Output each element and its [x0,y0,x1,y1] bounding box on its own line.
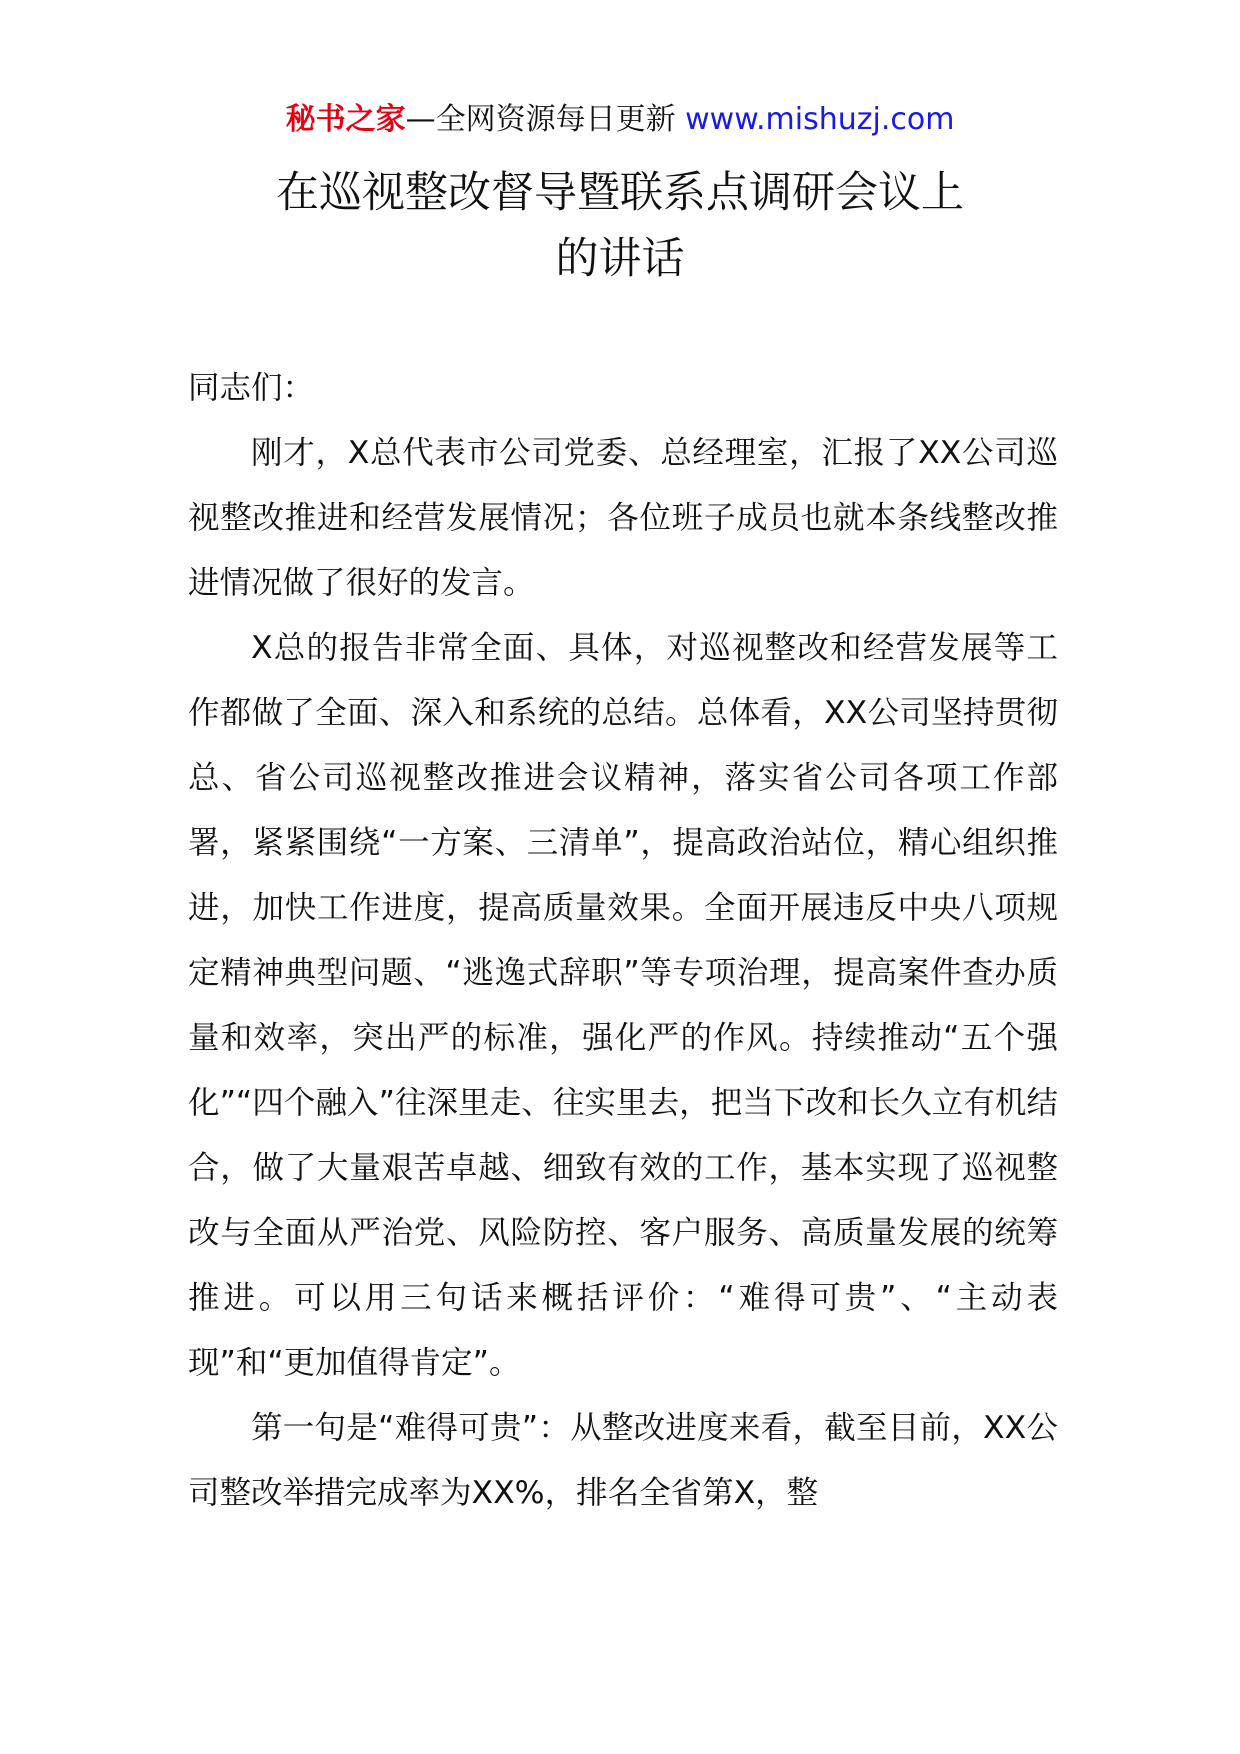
title-line-1: 在巡视整改督导暨联系点调研会议上 [276,168,964,218]
document-title [0,160,1240,292]
title-line-2: 的讲话 [555,234,685,284]
brand-name: 秘书之家 [285,102,406,137]
header-tagline: —全网资源每日更新 [405,102,676,137]
site-url-link[interactable]: www.mishuzj.com [685,102,955,137]
paragraph-2: X总的报告非常全面、具体，对巡视整改和经营发展等工作都做了全面、深入和系统的总结。总体看，XX公司坚持贯彻总、省公司巡视整改推进会议精神，落实省公司各项工作部署，紧紧围绕“一方案、三清单”，提高政治站位，精心组织推进，加快工作进度，提高质量效果。全面开展违反中央八项规定精神典型问题、“逃逸式辞职”等专项治理，提高案件查办质量和效率，突出严的标准，强化严的作风。持续推动“五个强化”“四个融入”往深里走、往实里去，把当下改和长久立有机结合，做了大量艰苦卓越、细致有效的工作，基本实现了巡视整改与全面从严治党、风险防控、客户服务、高质量发展的统筹推进。可以用三句话来概括评价：“难得可贵”、“主动表现”和“更加值得肯定”。 [188,630,1058,1381]
site-header [0,100,1240,140]
document-body [188,356,1058,1526]
paragraph-3: 第一句是“难得可贵”：从整改进度来看，截至目前，XX公司整改举措完成率为XX%，排名全省第X，整 [188,1410,1058,1511]
salutation: 同志们： [188,370,315,406]
paragraph-1: 刚才，X总代表市公司党委、总经理室，汇报了XX公司巡视整改推进和经营发展情况；各位班子成员也就本条线整改推进情况做了很好的发言。 [188,435,1058,601]
